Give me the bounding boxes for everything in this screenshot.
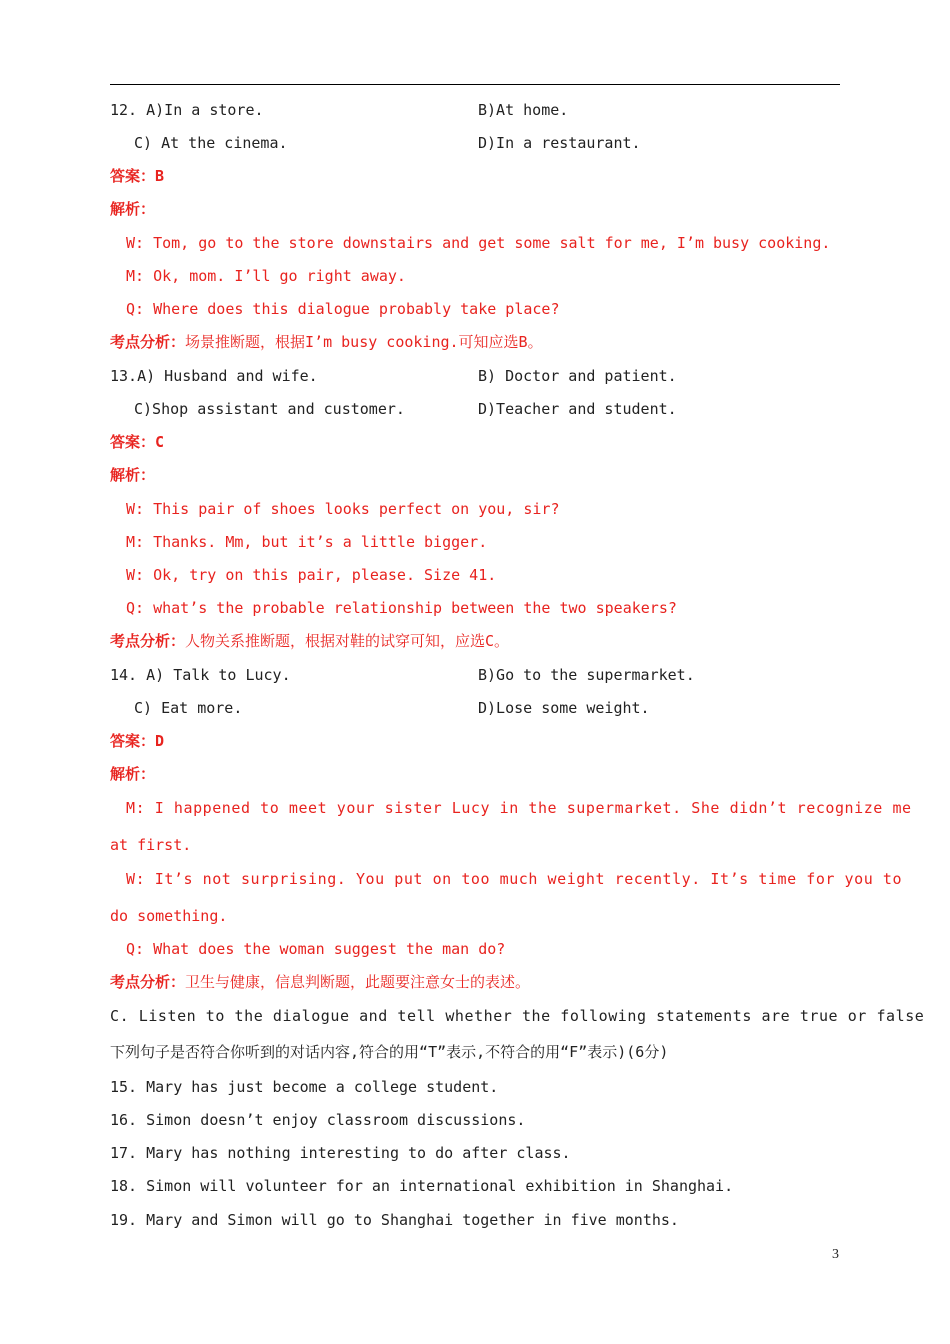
q14-answer <box>110 731 164 751</box>
answer-value: C <box>155 433 165 451</box>
q12-option-b: B)At home. <box>478 101 569 119</box>
q14-dialogue-continuation: at first. <box>110 836 192 854</box>
q13-question-line: Q: what’s the probable relationship between the two speakers? <box>126 599 677 617</box>
q14-question-line: Q: What does the woman suggest the man do? <box>126 940 506 958</box>
q12-question-line: Q: Where does this dialogue probably take place? <box>126 300 560 318</box>
point-text: 人物关系推断题，根据对鞋的试穿可知，应选C。 <box>185 632 510 650</box>
q12-dialogue-line: W: Tom, go to the store downstairs and get some salt for me, I’m busy cooking. <box>126 234 831 252</box>
point-text: 卫生与健康，信息判断题，此题要注意女士的表述。 <box>185 973 531 991</box>
page-number: 3 <box>832 1247 839 1262</box>
answer-value: B <box>155 167 165 185</box>
q14-option-a: 14. A) Talk to Lucy. <box>110 666 291 684</box>
point-label: 考点分析： <box>110 973 186 991</box>
q12-answer <box>110 166 164 186</box>
q13-option-d: D)Teacher and student. <box>478 400 677 418</box>
point-label: 考点分析： <box>110 632 186 650</box>
q13-option-c: C)Shop assistant and customer. <box>134 400 405 418</box>
statement-item: 18. Simon will volunteer for an international exhibition in Shanghai. <box>110 1177 734 1195</box>
q13-analysis-label: 解析： <box>110 466 156 484</box>
section-c-instruction: 下列句子是否符合你听到的对话内容,符合的用“T”表示,不符合的用“F”表示)(6分) <box>110 1043 669 1061</box>
answer-value: D <box>155 732 165 750</box>
q12-option-a: 12. A)In a store. <box>110 101 264 119</box>
statement-item: 17. Mary has nothing interesting to do after class. <box>110 1144 571 1162</box>
statement-item: 16. Simon doesn’t enjoy classroom discussions. <box>110 1111 526 1129</box>
q13-dialogue-line: W: This pair of shoes looks perfect on you, sir? <box>126 500 560 518</box>
q12-dialogue-line: M: Ok, mom. I’ll go right away. <box>126 267 406 285</box>
q13-answer <box>110 432 164 452</box>
statement-item: 15. Mary has just become a college student. <box>110 1078 499 1096</box>
q14-dialogue-line: M: I happened to meet your sister Lucy in the supermarket. She didn’t recognize me <box>126 799 912 817</box>
point-label: 考点分析： <box>110 333 186 351</box>
section-c-heading: C. Listen to the dialogue and tell whether the following statements are true or false <box>110 1007 925 1025</box>
answer-label: 答案： <box>110 167 156 185</box>
q12-analysis-label: 解析： <box>110 200 156 218</box>
q14-dialogue-line: W: It’s not surprising. You put on too much weight recently. It’s time for you to <box>126 870 903 888</box>
q14-dialogue-continuation: do something. <box>110 907 228 925</box>
point-text: 场景推断题，根据I’m busy cooking.可知应选B。 <box>185 333 543 351</box>
q14-option-d: D)Lose some weight. <box>478 699 650 717</box>
answer-label: 答案： <box>110 433 156 451</box>
q13-dialogue-line: W: Ok, try on this pair, please. Size 41. <box>126 566 497 584</box>
q13-option-a: 13.A) Husband and wife. <box>110 367 318 385</box>
q12-option-d: D)In a restaurant. <box>478 134 641 152</box>
q14-option-c: C) Eat more. <box>134 699 243 717</box>
statement-item: 19. Mary and Simon will go to Shanghai together in five months. <box>110 1211 679 1229</box>
q13-option-b: B) Doctor and patient. <box>478 367 677 385</box>
q14-option-b: B)Go to the supermarket. <box>478 666 695 684</box>
q14-point-analysis <box>110 972 530 992</box>
header-rule <box>110 84 840 85</box>
answer-label: 答案： <box>110 732 156 750</box>
q14-analysis-label: 解析： <box>110 765 156 783</box>
q13-dialogue-line: M: Thanks. Mm, but it’s a little bigger. <box>126 533 488 551</box>
q12-option-c: C) At the cinema. <box>134 134 288 152</box>
q13-point-analysis <box>110 631 509 651</box>
q12-point-analysis <box>110 332 543 352</box>
